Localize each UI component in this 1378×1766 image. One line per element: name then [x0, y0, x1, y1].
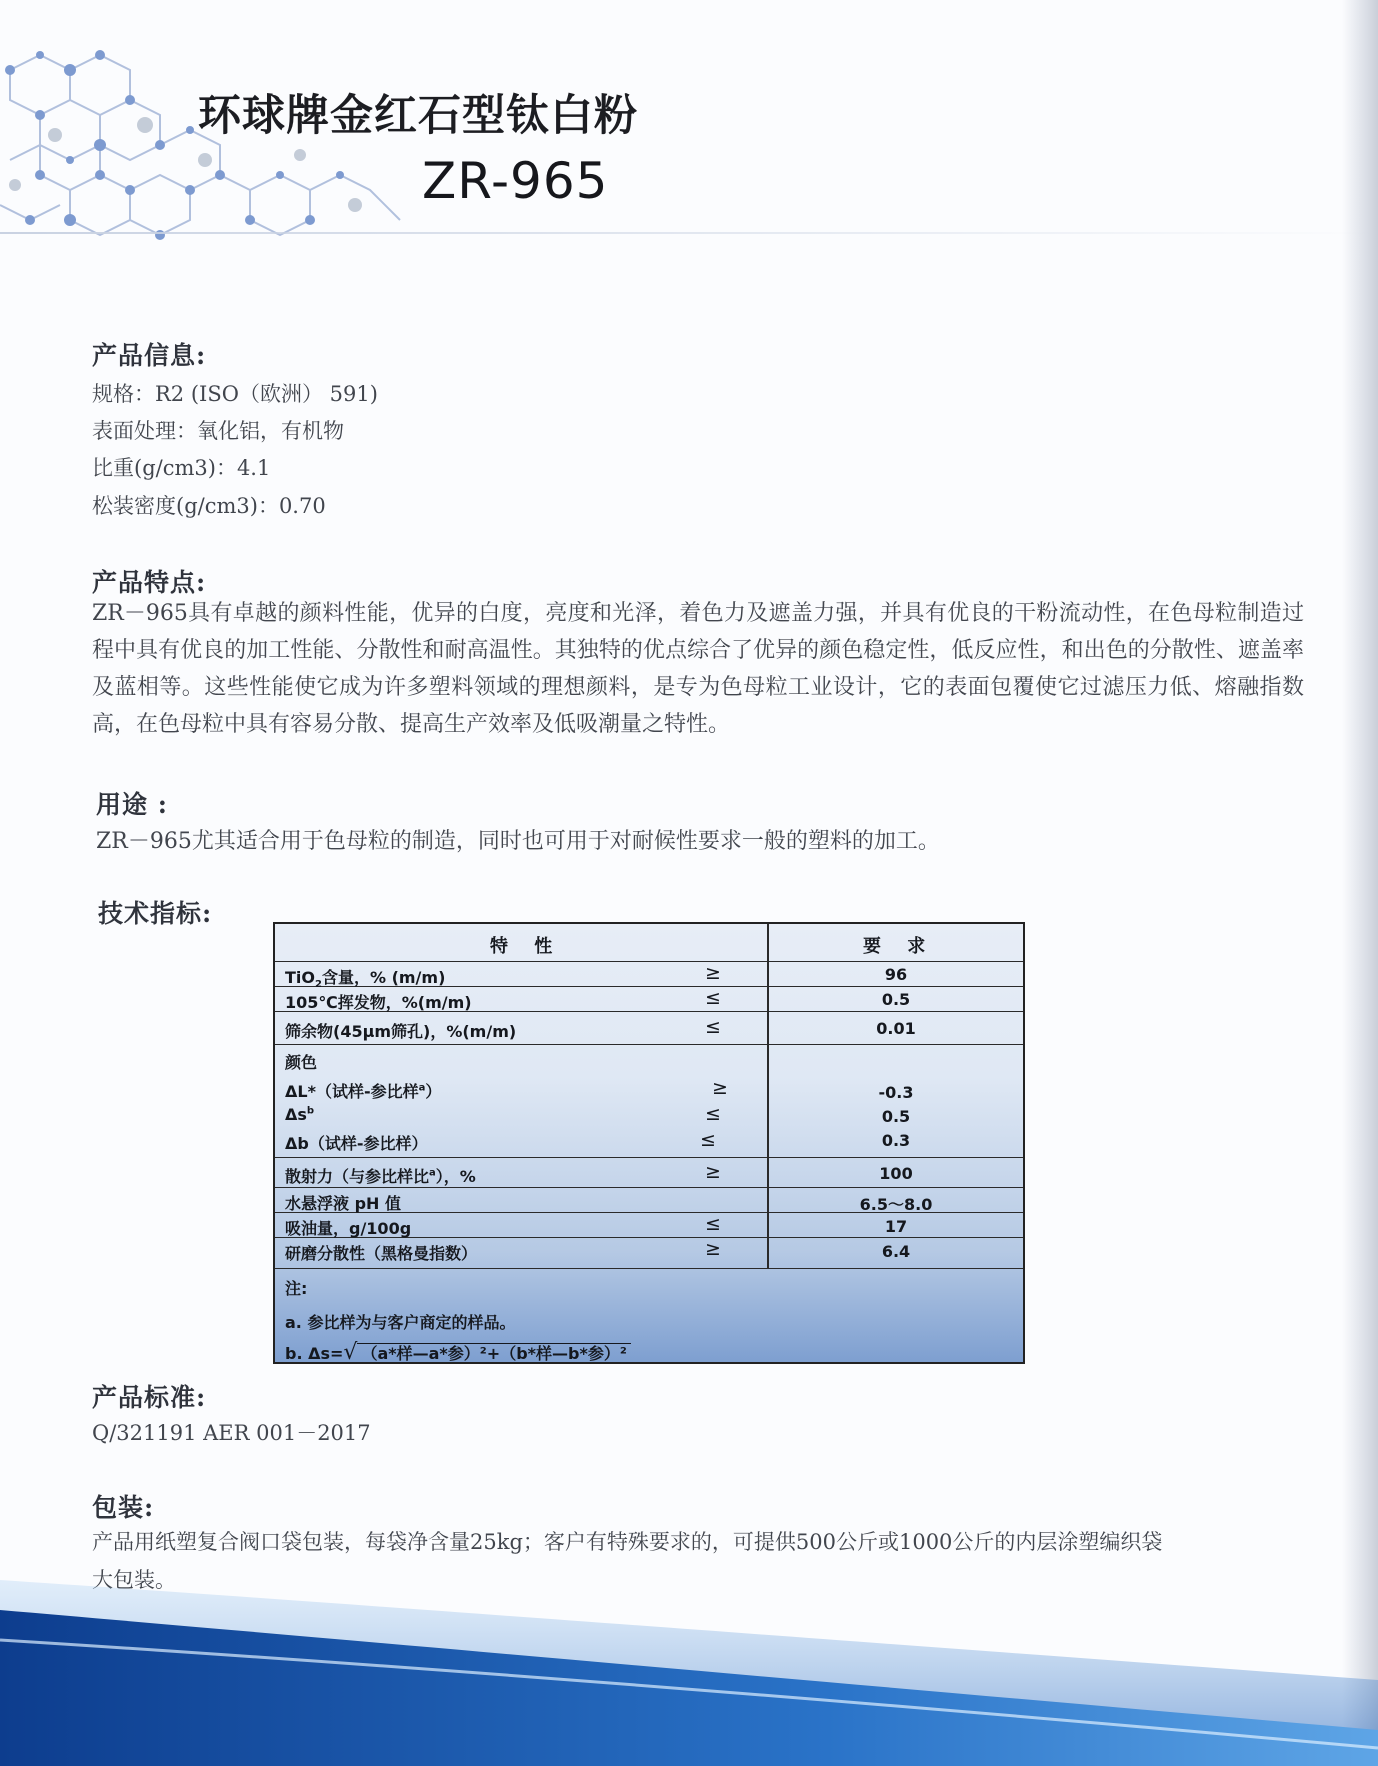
row-ds-value: 0.5: [881, 1107, 911, 1126]
product-info-heading: 产品信息:: [92, 341, 207, 370]
row-hegman-value: 6.4: [881, 1242, 911, 1261]
row-db-operator: ≤: [700, 1129, 716, 1151]
row-dl-operator: ≥: [712, 1077, 728, 1099]
sqrt-icon: √: [343, 1340, 358, 1365]
page-title: 环球牌金红石型钛白粉: [198, 91, 638, 141]
packaging-heading: 包装:: [92, 1493, 155, 1522]
page-edge: [1342, 0, 1378, 1766]
row-scatter-value: 100: [879, 1164, 913, 1183]
model-number: ZR-965: [422, 152, 609, 210]
row-ds-property: $\Delta s^b$: [285, 1105, 315, 1124]
table-row: [275, 987, 1023, 1012]
usage-heading: 用途 :: [96, 790, 168, 819]
notes-title: 注:: [285, 1279, 308, 1298]
spec-line: 规格：R2 (ISO（欧洲） 591): [92, 382, 378, 406]
row-hegman-operator: ≥: [705, 1238, 721, 1260]
row-scatter-operator: ≥: [705, 1161, 721, 1183]
packaging-text-line2: 大包装。: [92, 1568, 176, 1592]
note-a: a. 参比样为与客户商定的样品。: [285, 1313, 516, 1332]
table-row: [275, 1158, 1023, 1188]
features-paragraph: ZR－965具有卓越的颜料性能，优异的白度，亮度和光泽，着色力及遮盖力强，并具有优良的干粉流动性，在色母粒制造过程中具有优良的加工性能、分散性和耐高温性。其独特的优点综合了优异的颜色稳定性，低反应性，和出色的分散性、遮盖率及蓝相等。这些性能使它成为许多塑料领域的理想颜料，是专为色母粒工业设计，它的表面包覆使它过滤压力低、熔融指数高，在色母粒中具有容易分散、提高生产效率及低吸潮量之特性。: [92, 601, 1304, 737]
header-requirement: 要 求: [863, 936, 936, 957]
row-tio2-property: TiO$_2$含量，% (m/m): [285, 968, 446, 991]
standard-text: Q/321191 AER 001－2017: [92, 1421, 371, 1445]
standard-heading: 产品标准:: [92, 1383, 207, 1412]
table-row: [275, 1213, 1023, 1238]
table-row: [275, 962, 1023, 991]
table-row: [275, 1012, 1023, 1045]
row-db-value: 0.3: [881, 1131, 911, 1150]
note-b: b. Δs=√ （a*样—a*参）²+（b*样—b*参）²: [285, 1340, 631, 1365]
row-ph-property: 水悬浮液 pH 值: [285, 1194, 401, 1213]
row-tio2-value: 96: [884, 965, 908, 984]
row-ds-operator: ≤: [705, 1103, 721, 1125]
row-residue-property: 筛余物(45μm筛孔)，%(m/m): [285, 1022, 517, 1041]
row-ph-value: 6.5～8.0: [859, 1195, 933, 1214]
row-oil-operator: ≤: [705, 1213, 721, 1235]
features-heading: 产品特点:: [92, 568, 207, 597]
row-dl-value: -0.3: [878, 1083, 914, 1102]
row-hegman-property: 研磨分散性（黑格曼指数）: [285, 1244, 478, 1263]
row-residue-operator: ≤: [705, 1016, 721, 1038]
row-residue-value: 0.01: [876, 1019, 916, 1038]
row-scatter-property: 散射力（与参比样比$^a$），%: [285, 1167, 476, 1186]
header-divider: [0, 232, 1378, 234]
row-oil-property: 吸油量，g/100g: [285, 1219, 412, 1238]
tech-heading: 技术指标:: [98, 899, 213, 928]
row-color-title: 颜色: [285, 1053, 318, 1072]
surface-treatment-line: 表面处理：氧化铝，有机物: [92, 419, 344, 443]
usage-text: ZR－965尤其适合用于色母粒的制造，同时也可用于对耐候性要求一般的塑料的加工。: [96, 829, 940, 854]
footer-wave-graphic: [0, 1570, 1378, 1766]
row-volatile-property: 105℃挥发物，%(m/m): [285, 993, 472, 1012]
row-tio2-operator: ≥: [705, 962, 721, 984]
table-row: [275, 1188, 1023, 1213]
header-property: 特 性: [490, 936, 563, 957]
row-oil-value: 17: [884, 1217, 908, 1236]
bulk-density-line: 松装密度(g/cm3)：0.70: [92, 494, 326, 518]
row-volatile-value: 0.5: [881, 990, 911, 1009]
spec-table: [273, 922, 1025, 1364]
table-header-row: [275, 924, 1023, 962]
row-dl-property: ΔL*（试样-参比样$^a$）: [285, 1082, 442, 1101]
packaging-text-line1: 产品用纸塑复合阀口袋包装，每袋净含量25kg；客户有特殊要求的，可提供500公斤或1000公斤的内层涂塑编织袋: [92, 1530, 1163, 1554]
row-db-property: Δb（试样-参比样）: [285, 1134, 428, 1153]
row-volatile-operator: ≤: [705, 987, 721, 1009]
specific-gravity-line: 比重(g/cm3)：4.1: [92, 456, 271, 480]
table-row-color: [275, 1045, 1023, 1158]
table-row: [275, 1238, 1023, 1269]
